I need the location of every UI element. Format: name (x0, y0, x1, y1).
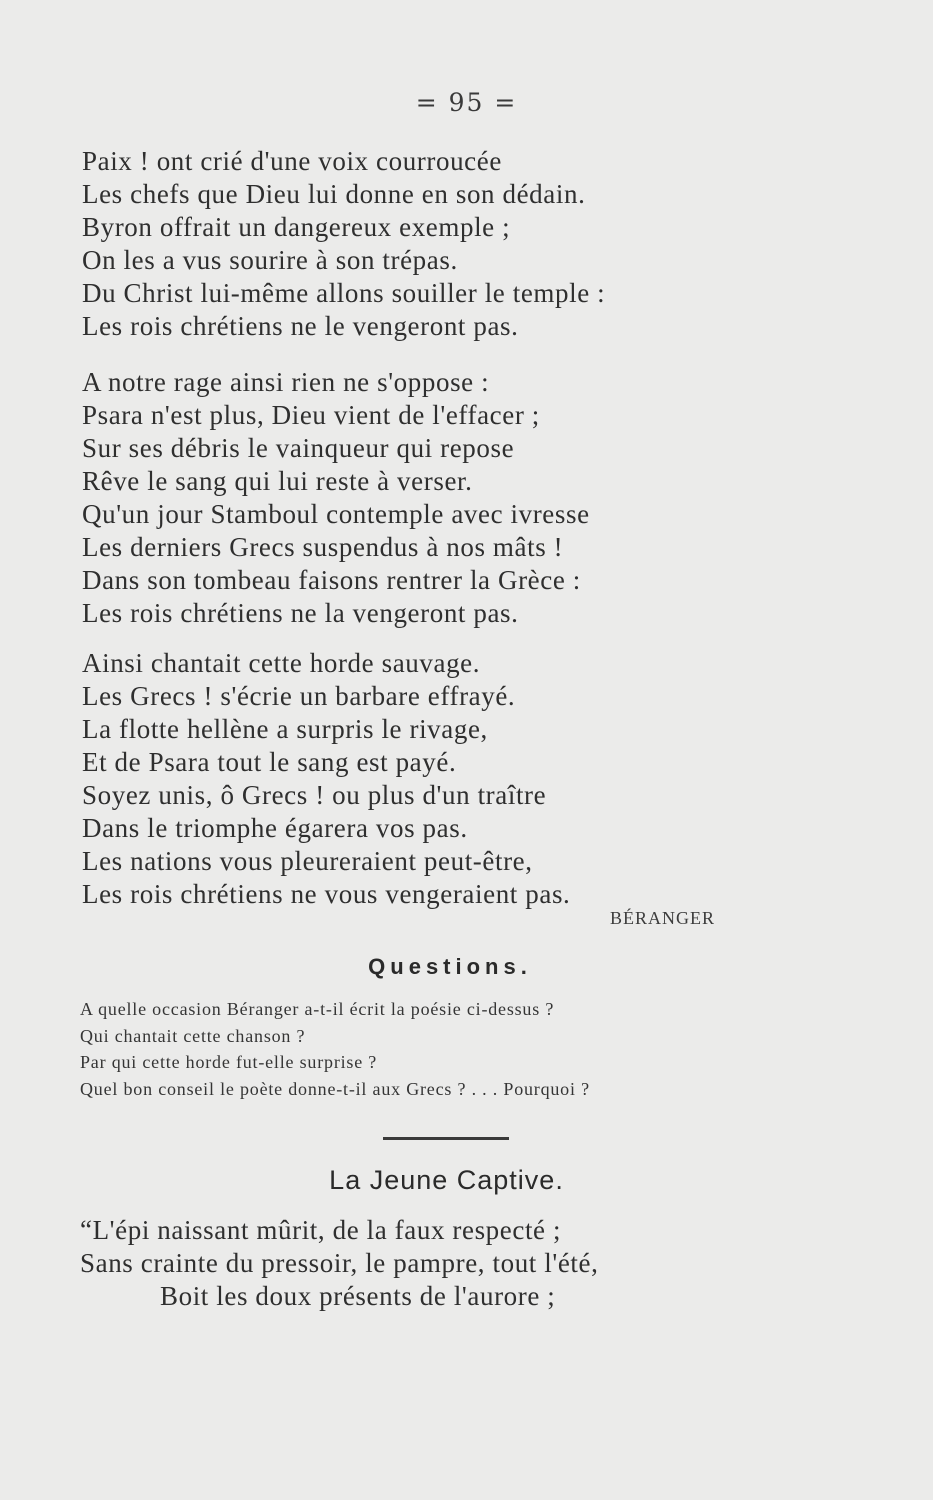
verse-line: Dans son tombeau faisons rentrer la Grèce : (82, 565, 581, 595)
verse-line: Les rois chrétiens ne le vengeront pas. (82, 311, 519, 341)
verse-line: Les rois chrétiens ne la vengeront pas. (82, 598, 519, 628)
verse-line: Sans crainte du pressoir, le pampre, tout l'été, (80, 1248, 599, 1278)
verse-line: Sur ses débris le vainqueur qui repose (82, 433, 515, 463)
verse-line: Byron offrait un dangereux exemple ; (82, 212, 511, 242)
questions-heading: Questions. (368, 954, 532, 979)
verse-line: Paix ! ont crié d'une voix courroucée (82, 146, 502, 176)
verse-line: A notre rage ainsi rien ne s'oppose : (82, 367, 490, 397)
verse-line: Qu'un jour Stamboul contemple avec ivresse (82, 499, 590, 529)
question-item: Quel bon conseil le poète donne-t-il aux Grecs ? . . . Pourquoi ? (80, 1078, 590, 1099)
stanza-2 (82, 366, 842, 630)
verse-line: Les derniers Grecs suspendus à nos mâts ! (82, 532, 564, 562)
verse-line: Les nations vous pleureraient peut-être, (82, 846, 533, 876)
verse-line: Ainsi chantait cette horde sauvage. (82, 648, 481, 678)
question-item: A quelle occasion Béranger a-t-il écrit la poésie ci-dessus ? (80, 999, 555, 1019)
stanza-next-poem (80, 1214, 840, 1313)
verse-line: Soyez unis, ô Grecs ! ou plus d'un traître (82, 780, 547, 810)
verse-line: Et de Psara tout le sang est payé. (82, 747, 457, 777)
verse-line: La flotte hellène a surpris le rivage, (82, 714, 488, 744)
section-divider (383, 1137, 509, 1140)
verse-line: Rêve le sang qui lui reste à verser. (82, 466, 473, 496)
question-item: Qui chantait cette chanson ? (80, 1025, 306, 1046)
page-number: = 95 = (415, 88, 518, 117)
verse-line: Psara n'est plus, Dieu vient de l'effacer ; (82, 400, 540, 430)
verse-line: “L'épi naissant mûrit, de la faux respecté ; (80, 1215, 562, 1245)
verse-line: Boit les doux présents de l'aurore ; (160, 1281, 556, 1311)
verse-line: On les a vus sourire à son trépas. (82, 245, 458, 275)
stanza-3 (82, 647, 842, 911)
verse-line: Les chefs que Dieu lui donne en son dédain. (82, 179, 586, 209)
questions-list (80, 996, 800, 1102)
verse-line: Du Christ lui-même allons souiller le temple : (82, 278, 606, 308)
verse-line: Les rois chrétiens ne vous vengeraient pas. (82, 879, 571, 909)
poem-title: La Jeune Captive. (329, 1165, 564, 1195)
stanza-1 (82, 145, 842, 343)
author-signature: BÉRANGER (609, 908, 715, 928)
verse-line: Les Grecs ! s'écrie un barbare effrayé. (82, 681, 516, 711)
verse-line: Dans le triomphe égarera vos pas. (82, 813, 468, 843)
question-item: Par qui cette horde fut-elle surprise ? (80, 1052, 378, 1072)
